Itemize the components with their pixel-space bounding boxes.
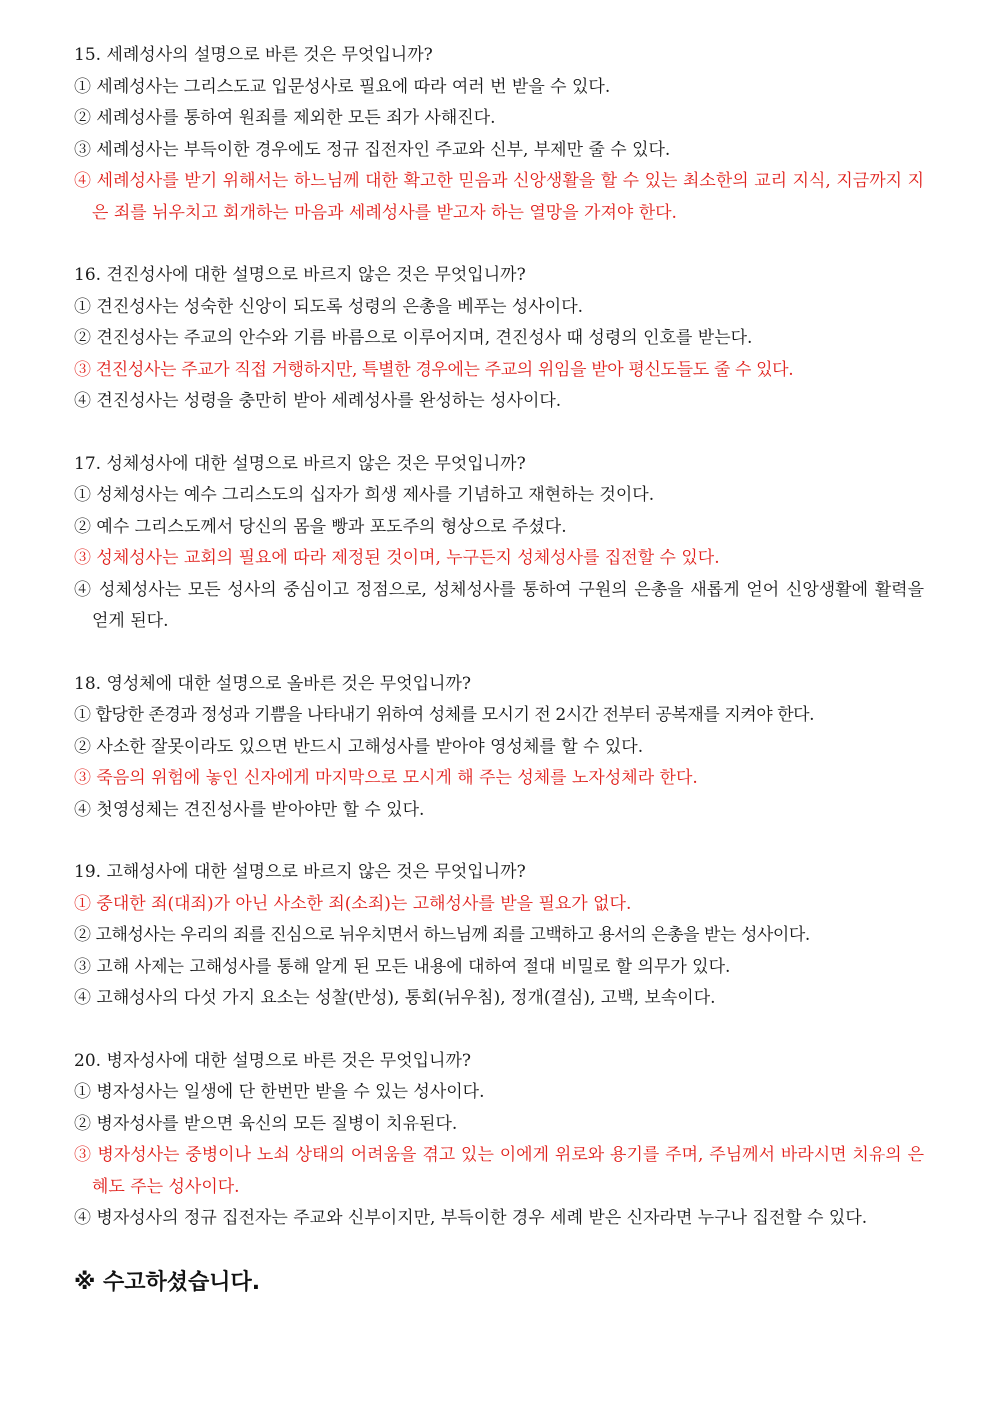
question-19	[74, 857, 924, 1015]
option-4: ④ 견진성사는 성령을 충만히 받아 세례성사를 완성하는 성사이다.	[74, 391, 562, 411]
option-1: ① 성체성사는 예수 그리스도의 십자가 희생 제사를 기념하고 재현하는 것이다.	[74, 485, 655, 505]
question-title: 16. 견진성사에 대한 설명으로 바르지 않은 것은 무엇입니까?	[74, 265, 526, 285]
option-1: ① 합당한 존경과 정성과 기쁨을 나타내기 위하여 성체를 모시기 전 2시간 전부터 공복재를 지켜야 한다.	[74, 705, 815, 725]
option-4: ④ 첫영성체는 견진성사를 받아야만 할 수 있다.	[74, 799, 425, 820]
question-title: 15. 세례성사의 설명으로 바른 것은 무엇입니까?	[74, 45, 433, 65]
option-4: ④ 고해성사의 다섯 가지 요소는 성찰(반성), 통회(뉘우침), 정개(결심), 고백, 보속이다.	[74, 988, 716, 1008]
option-2: ② 예수 그리스도께서 당신의 몸을 빵과 포도주의 형상으로 주셨다.	[74, 516, 567, 537]
option-3: ③ 고해 사제는 고해성사를 통해 알게 된 모든 내용에 대하여 절대 비밀로 할 의무가 있다.	[74, 956, 731, 977]
question-20	[74, 1046, 924, 1235]
question-title: 19. 고해성사에 대한 설명으로 바르지 않은 것은 무엇입니까?	[74, 862, 526, 882]
option-4-answer: ④ 세례성사를 받기 위해서는 하느님께 대한 확고한 믿음과 신앙생활을 할 수 있는 최소한의 교리 지식, 지금까지 지은 죄를 뉘우치고 회개하는 마음과 세례성사를 받고자 하는 열망을 가져야 한다.	[74, 171, 924, 223]
option-4: ④ 병자성사의 정규 집전자는 주교와 신부이지만, 부득이한 경우 세례 받은 신자라면 누구나 집전할 수 있다.	[74, 1208, 868, 1228]
question-15	[74, 40, 924, 229]
question-title: 17. 성체성사에 대한 설명으로 바르지 않은 것은 무엇입니까?	[74, 453, 526, 474]
question-17	[74, 449, 924, 638]
option-1: ① 세례성사는 그리스도교 입문성사로 필요에 따라 여러 번 받을 수 있다.	[74, 76, 611, 97]
option-2: ② 병자성사를 받으면 육신의 모든 질병이 치유된다.	[74, 1113, 458, 1134]
question-title: 18. 영성체에 대한 설명으로 올바른 것은 무엇입니까?	[74, 673, 472, 694]
option-1-answer: ① 중대한 죄(대죄)가 아닌 사소한 죄(소죄)는 고해성사를 받을 필요가 없다.	[74, 893, 632, 914]
option-3-answer: ③ 성체성사는 교회의 필요에 따라 제정된 것이며, 누구든지 성체성사를 집전할 수 있다.	[74, 548, 720, 568]
option-3-answer: ③ 병자성사는 중병이나 노쇠 상태의 어려움을 겪고 있는 이에게 위로와 용기를 주며, 주님께서 바라시면 치유의 은혜도 주는 성사이다.	[74, 1145, 924, 1197]
closing-message: ※ 수고하셨습니다.	[74, 1269, 261, 1295]
option-1: ① 병자성사는 일생에 단 한번만 받을 수 있는 성사이다.	[74, 1082, 485, 1102]
option-3-answer: ③ 죽음의 위험에 놓인 신자에게 마지막으로 모시게 해 주는 성체를 노자성체라 한다.	[74, 768, 698, 788]
option-3-answer: ③ 견진성사는 주교가 직접 거행하지만, 특별한 경우에는 주교의 위임을 받아 평신도들도 줄 수 있다.	[74, 359, 794, 380]
option-2: ② 사소한 잘못이라도 있으면 반드시 고해성사를 받아야 영성체를 할 수 있다.	[74, 736, 644, 757]
question-16	[74, 260, 924, 418]
quiz-page	[74, 40, 924, 1300]
option-3: ③ 세례성사는 부득이한 경우에도 정규 집전자인 주교와 신부, 부제만 줄 수 있다.	[74, 139, 671, 160]
option-1: ① 견진성사는 성숙한 신앙이 되도록 성령의 은총을 베푸는 성사이다.	[74, 296, 584, 317]
option-2: ② 견진성사는 주교의 안수와 기름 바름으로 이루어지며, 견진성사 때 성령의 인호를 받는다.	[74, 328, 753, 348]
option-2: ② 고해성사는 우리의 죄를 진심으로 뉘우치면서 하느님께 죄를 고백하고 용서의 은총을 받는 성사이다.	[74, 925, 810, 945]
question-title: 20. 병자성사에 대한 설명으로 바른 것은 무엇입니까?	[74, 1050, 472, 1071]
option-4: ④ 성체성사는 모든 성사의 중심이고 정점으로, 성체성사를 통하여 구원의 은총을 새롭게 얻어 신앙생활에 활력을 얻게 된다.	[74, 579, 924, 631]
question-18	[74, 669, 924, 827]
option-2: ② 세례성사를 통하여 원죄를 제외한 모든 죄가 사해진다.	[74, 108, 496, 128]
